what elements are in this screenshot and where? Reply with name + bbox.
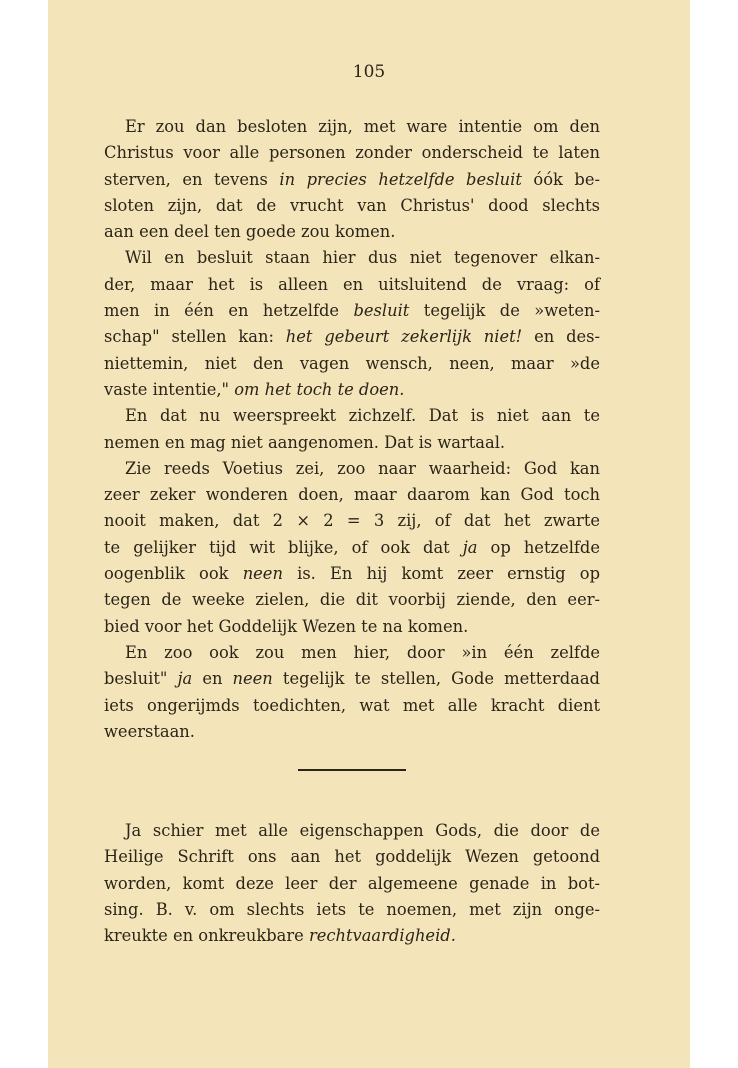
italic-span: in precies hetzelfde besluit <box>279 169 522 189</box>
section-1-text <box>104 114 600 745</box>
text-line: sloten zijn, dat de vrucht van Christus' dood slechts <box>104 195 600 215</box>
text-span: vaste intentie," <box>104 379 235 399</box>
italic-span: neen <box>242 564 283 584</box>
italic-span: neen <box>232 669 273 689</box>
section-divider <box>298 769 406 771</box>
text-line <box>104 561 600 587</box>
section-2-text <box>104 818 600 949</box>
italic-span: ja <box>177 669 193 689</box>
text-line: En dat nu weerspreekt zichzelf. Dat is niet aan te <box>125 406 600 426</box>
italic-span: rechtvaardigheid. <box>308 926 456 946</box>
text-line: Er zou dan besloten zijn, met ware intentie om den <box>125 117 600 136</box>
text-line: weerstaan. <box>104 721 195 741</box>
text-line: nemen en mag niet aangenomen. Dat is wartaal. <box>104 432 506 452</box>
text-line <box>104 167 600 193</box>
text-span: óók be- <box>521 169 600 189</box>
text-line: tegen de weeke zielen, die dit voorbij ziende, den eer- <box>104 590 600 610</box>
text-line <box>104 324 600 350</box>
text-line: iets ongerijmds toedichten, wat met alle kracht dient <box>104 695 600 715</box>
text-line: aan een deel ten goede zou komen. <box>104 222 396 242</box>
text-line: sing. B. v. om slechts iets te noemen, met zijn onge- <box>104 899 600 919</box>
text-line: bied voor het Goddelijk Wezen te na komen. <box>104 616 469 636</box>
italic-span: ja <box>462 537 478 557</box>
text-span: men in één en hetzelfde <box>104 301 354 321</box>
text-line: zeer zeker wonderen doen, maar daarom kan God toch <box>104 485 600 505</box>
text-span: besluit" <box>104 669 178 689</box>
text-line <box>104 377 600 403</box>
text-line: En zoo ook zou men hier, door »in één zelfde <box>125 642 600 662</box>
text-span: is. En hij komt zeer ernstig op <box>282 564 600 584</box>
book-page <box>48 0 690 1068</box>
text-line: worden, komt deze leer der algemeene genade in bot- <box>104 873 600 893</box>
italic-span: om het toch te doen. <box>234 379 405 399</box>
text-span: kreukte en onkreukbare <box>104 926 309 946</box>
text-span: te gelijker tijd wit blijke, of ook dat <box>104 537 463 557</box>
text-line: Zie reeds Voetius zei, zoo naar waarheid: God kan <box>125 458 600 478</box>
text-line <box>104 298 600 324</box>
italic-span: besluit <box>353 301 410 321</box>
text-line: Heilige Schrift ons aan het goddelijk Wezen getoond <box>104 847 600 867</box>
text-span: en des- <box>522 327 601 347</box>
text-line: der, maar het is alleen en uitsluitend de vraag: of <box>104 274 600 294</box>
page-number: 105 <box>352 62 386 82</box>
text-span: tegelijk te stellen, Gode metterdaad <box>272 669 600 689</box>
text-line <box>104 535 600 561</box>
text-line: Ja schier met alle eigenschappen Gods, die door de <box>125 821 600 840</box>
text-line <box>104 666 600 692</box>
text-line: Wil en besluit staan hier dus niet tegenover elkan- <box>125 248 600 268</box>
text-span: tegelijk de »weten- <box>409 301 600 321</box>
text-span: sterven, en tevens <box>104 169 280 189</box>
text-span: en <box>192 669 233 689</box>
text-line <box>104 923 600 949</box>
italic-span: het gebeurt zekerlijk niet! <box>285 327 523 347</box>
text-span: oogenblik ook <box>104 564 243 584</box>
text-span: op hetzelfde <box>477 537 600 557</box>
text-span: schap" stellen kan: <box>104 327 286 347</box>
text-line: Christus voor alle personen zonder onderscheid te laten <box>104 143 600 163</box>
text-line: nooit maken, dat 2 × 2 = 3 zij, of dat het zwarte <box>104 511 600 531</box>
text-line: niettemin, niet den vagen wensch, neen, maar »de <box>104 353 600 373</box>
